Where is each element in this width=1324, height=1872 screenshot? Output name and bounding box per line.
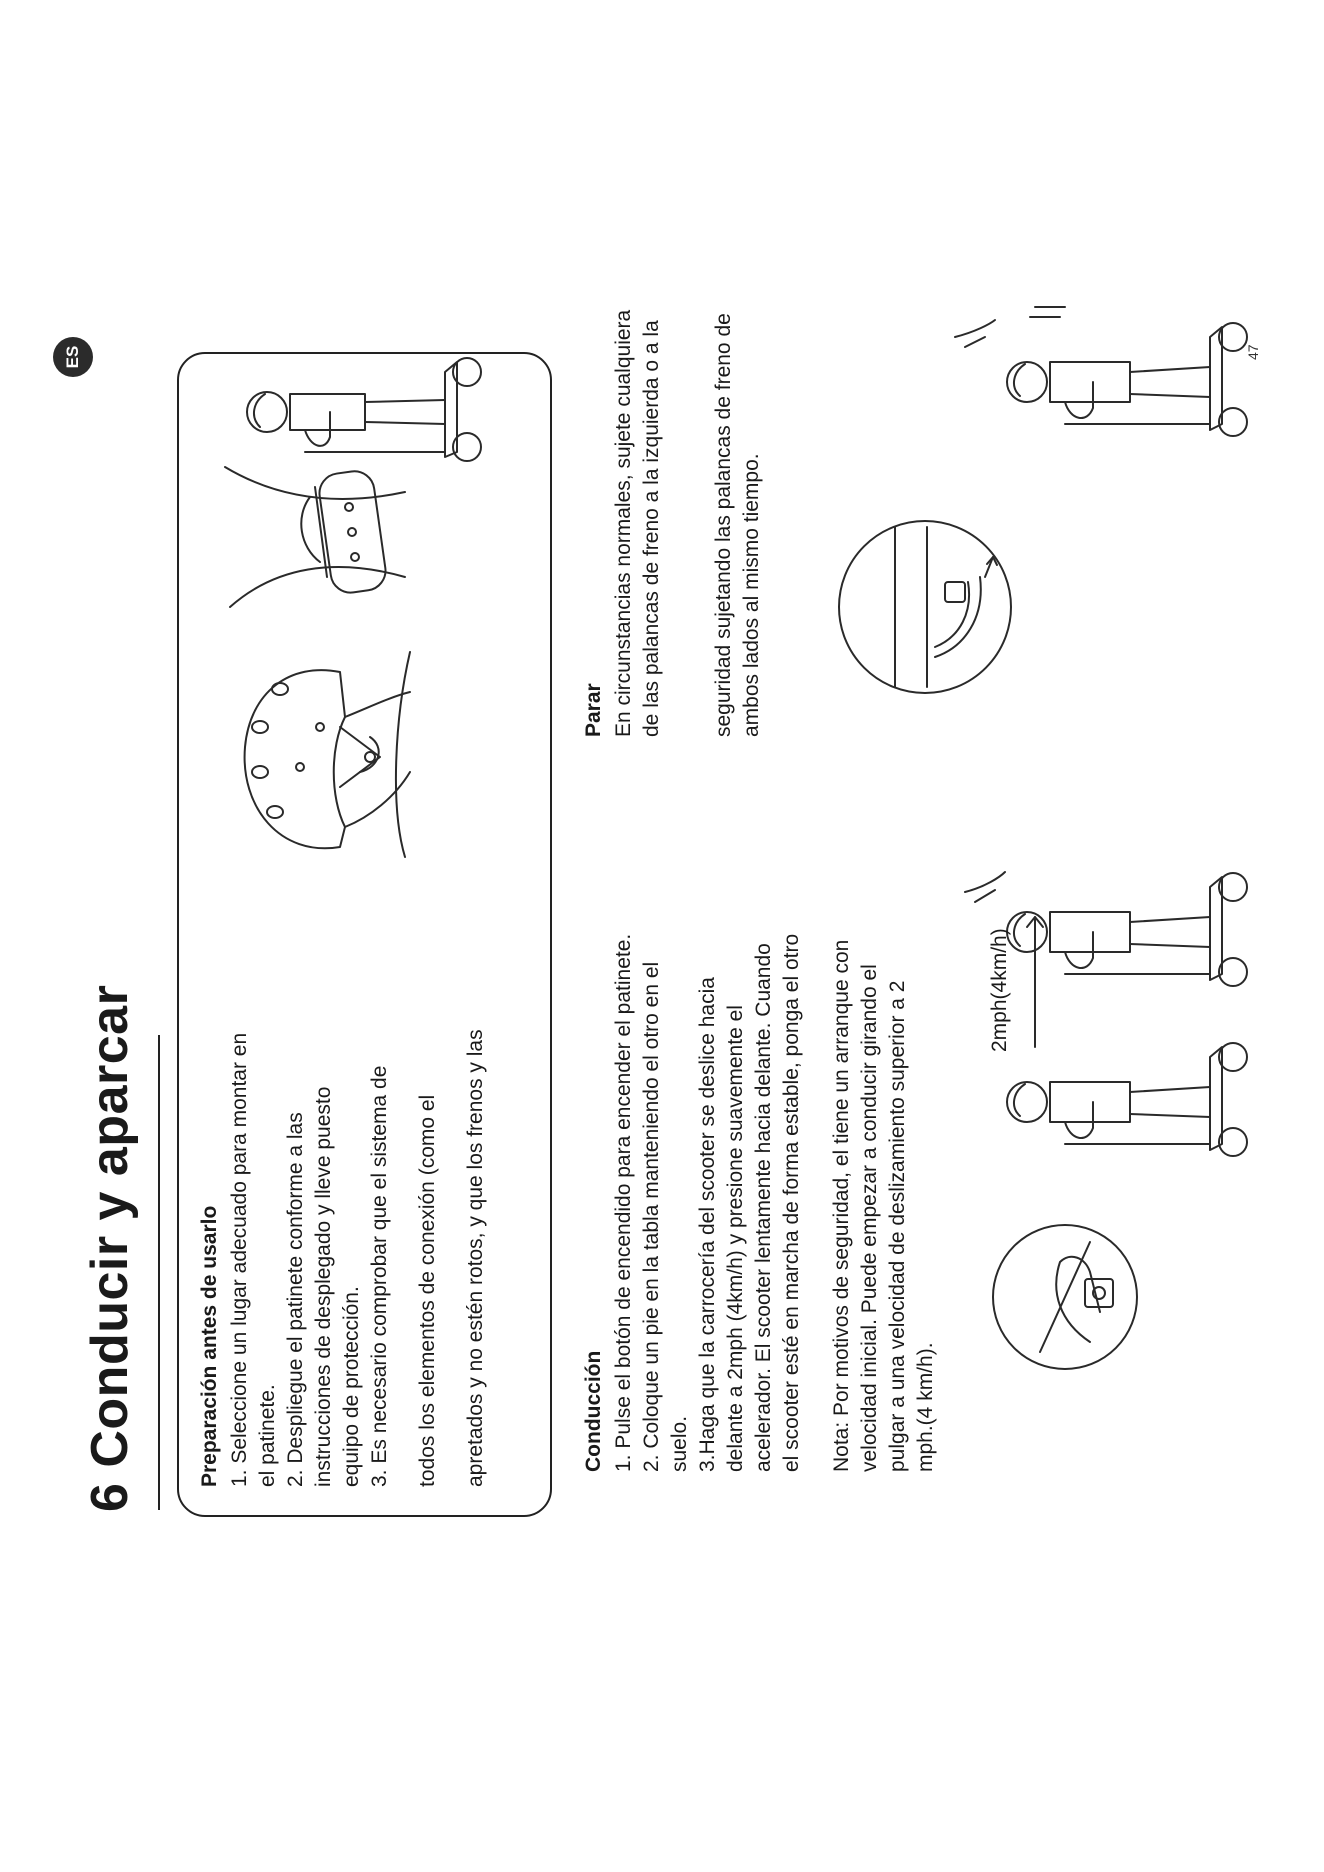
throttle-thumb-icon bbox=[990, 1222, 1140, 1372]
preparation-heading: Preparación antes de usarlo bbox=[198, 1205, 221, 1487]
preparation-line: apretados y no estén rotos, y que los frenos y las bbox=[464, 1029, 487, 1487]
riding-line: delante a 2mph (4km/h) y presione suavemente el bbox=[724, 1005, 747, 1472]
preparation-line: 2. Despliegue el patinete conforme a las bbox=[284, 1112, 307, 1487]
stopping-heading: Parar bbox=[582, 683, 605, 737]
stopping-text bbox=[610, 310, 666, 737]
preparation-text bbox=[226, 1029, 490, 1487]
preparation-line: 1. Seleccione un lugar adecuado para montar en bbox=[228, 1032, 251, 1487]
preparation-line: 3. Es necesario comprobar que el sistema de bbox=[368, 1065, 391, 1487]
note-line: velocidad inicial. Puede empezar a conducir girando el bbox=[858, 964, 881, 1472]
knee-pad-icon bbox=[215, 447, 415, 617]
preparation-line: todos los elementos de conexión (como el bbox=[416, 1094, 439, 1487]
brake-lever-icon bbox=[835, 517, 1015, 697]
rider-on-scooter-icon bbox=[1005, 312, 1255, 452]
preparation-line: el patinete. bbox=[256, 1384, 279, 1487]
riding-text bbox=[610, 934, 806, 1472]
stopping-line: ambos lados al mismo tiempo. bbox=[740, 453, 763, 737]
riding-line: 1. Pulse el botón de encendido para encender el patinete. bbox=[612, 933, 635, 1472]
note-line: mph.(4 km/h). bbox=[914, 1342, 937, 1472]
riding-line: acelerador. El scooter lentamente hacia delante. Cuando bbox=[752, 943, 775, 1472]
riding-note bbox=[828, 940, 940, 1472]
riding-line: suelo. bbox=[668, 1415, 691, 1472]
speed-label: 2mph(4km/h) bbox=[988, 928, 1011, 1052]
preparation-line: equipo de protección. bbox=[340, 1286, 363, 1487]
helmet-icon bbox=[220, 637, 420, 867]
note-line: pulgar a una velocidad de deslizamiento superior a 2 bbox=[886, 980, 909, 1472]
stopping-line: En circunstancias normales, sujete cualquiera bbox=[612, 309, 635, 737]
stopping-line: seguridad sujetando las palancas de freno de bbox=[712, 313, 735, 737]
riding-line: el scooter esté en marcha de forma estable, ponga el otro bbox=[780, 933, 803, 1472]
riding-line: 2. Coloque un pie en la tabla manteniendo el otro en el bbox=[640, 961, 663, 1472]
page-title: 6 Conducir y aparcar bbox=[81, 984, 139, 1512]
language-badge: ES bbox=[53, 337, 93, 377]
rider-on-scooter-icon bbox=[1005, 1032, 1255, 1172]
note-line: Nota: Por motivos de seguridad, el tiene un arranque con bbox=[830, 939, 853, 1472]
rider-on-scooter-icon bbox=[245, 352, 485, 472]
stopping-text-b bbox=[710, 313, 766, 737]
stopping-line: de las palancas de freno a la izquierda o a la bbox=[640, 320, 663, 737]
page-number: 47 bbox=[1245, 344, 1261, 360]
riding-heading: Conducción bbox=[582, 1350, 605, 1472]
riding-line: 3.Haga que la carrocería del scooter se deslice hacia bbox=[696, 977, 719, 1472]
speed-arrow-icon bbox=[1015, 912, 1045, 1052]
title-underline bbox=[158, 1035, 160, 1510]
preparation-line: instrucciones de desplegado y lleve puesto bbox=[312, 1086, 335, 1487]
